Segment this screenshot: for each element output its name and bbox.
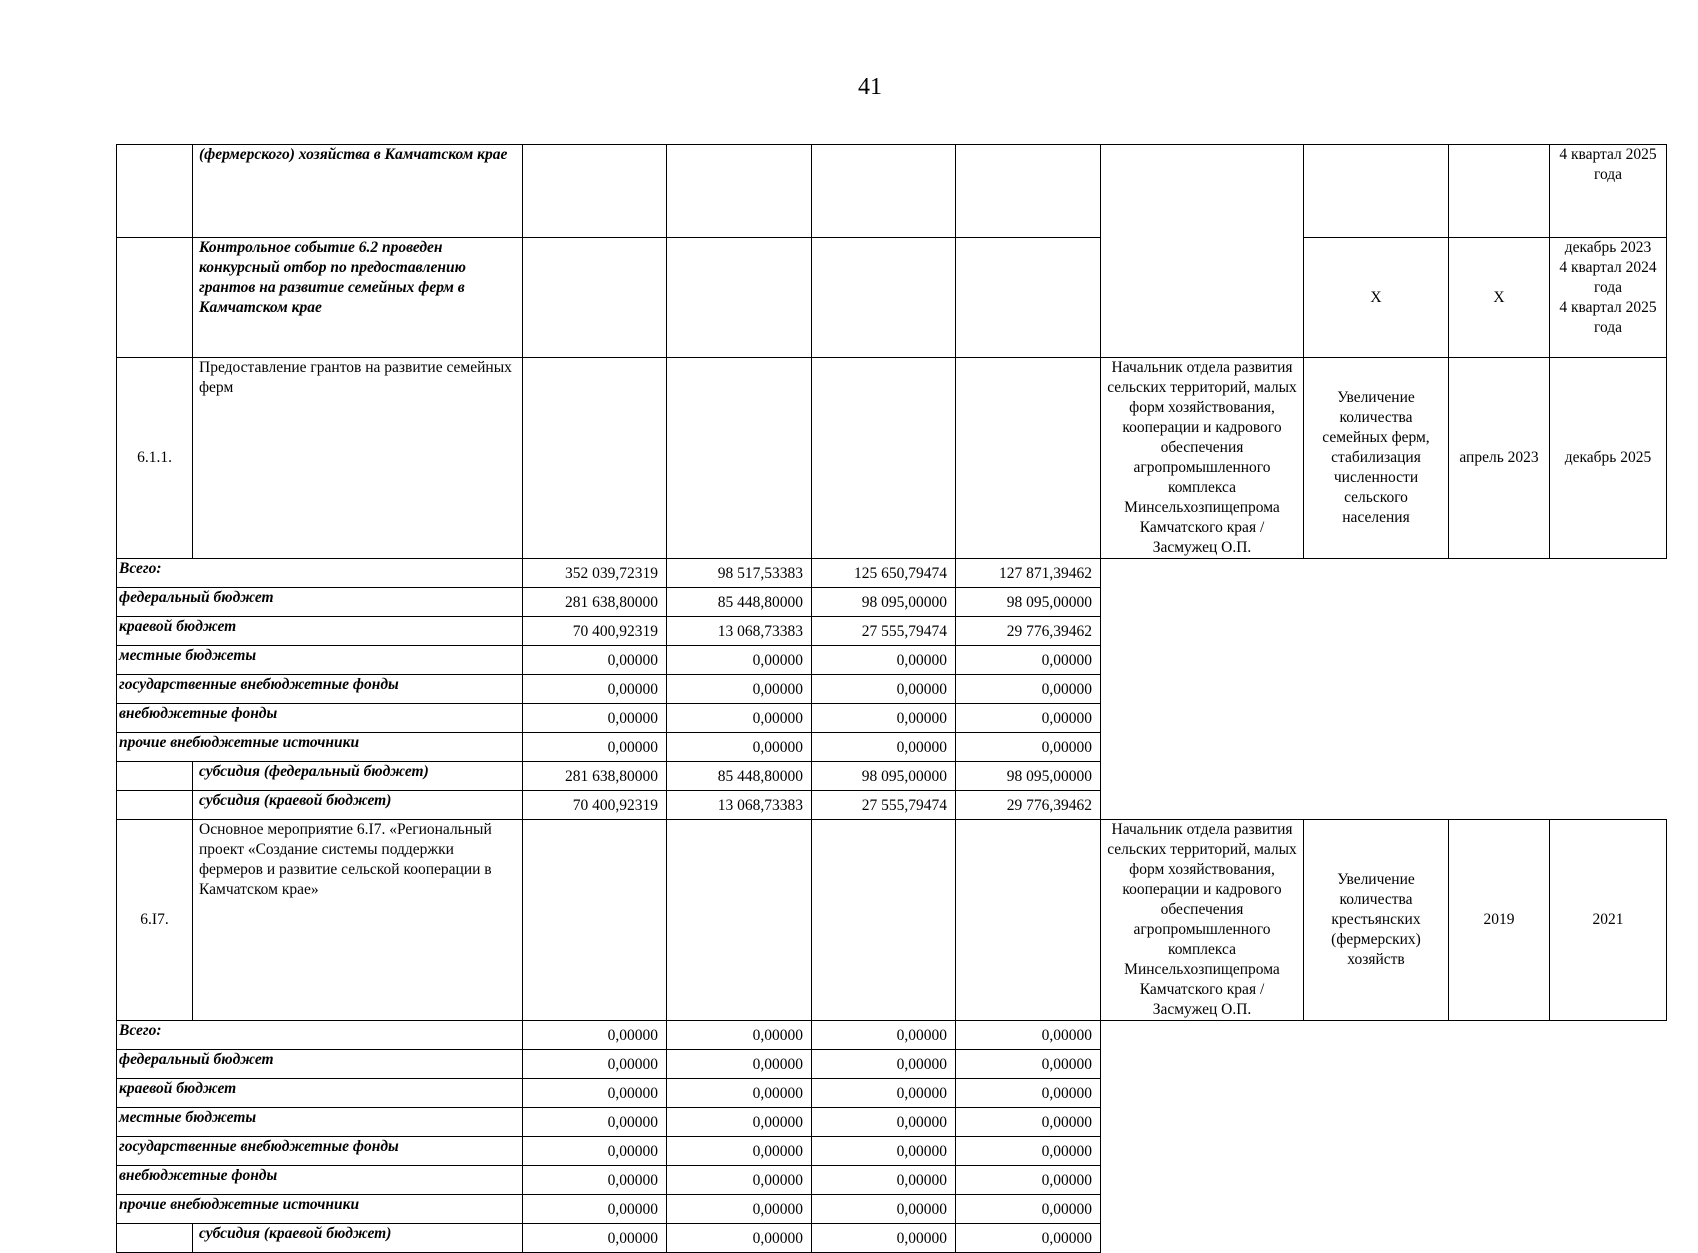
funding-row-label: субсидия (краевой бюджет) <box>193 1224 523 1253</box>
funding-row <box>117 1079 1667 1108</box>
funding-value-v2: 0,00000 <box>667 1079 812 1108</box>
funding-row <box>117 1108 1667 1137</box>
funding-value-v3: 0,00000 <box>812 733 956 762</box>
section-617-responsible: Начальник отдела развития сельских территорий, малых форм хозяйствования, кооперации и кадрового обеспечения агропромышленного комплекса Минсельхозпищепрома Камчатского края / Засмужец О.П. <box>1101 820 1304 1021</box>
funding-row <box>117 704 1667 733</box>
funding-value-v2: 13 068,73383 <box>667 791 812 820</box>
funding-value-v4: 0,00000 <box>956 1108 1101 1137</box>
section-611-start: апрель 2023 <box>1449 358 1550 559</box>
funding-value-v1: 0,00000 <box>523 1166 667 1195</box>
funding-value-v3: 0,00000 <box>812 1195 956 1224</box>
funding-value-v2: 0,00000 <box>667 1050 812 1079</box>
funding-row-label: субсидия (краевой бюджет) <box>193 791 523 820</box>
funding-row <box>117 762 1667 791</box>
funding-value-v3: 0,00000 <box>812 1021 956 1050</box>
funding-value-v1: 0,00000 <box>523 704 667 733</box>
funding-row <box>117 1224 1667 1253</box>
funding-value-v1: 281 638,80000 <box>523 762 667 791</box>
funding-value-v3: 0,00000 <box>812 1137 956 1166</box>
funding-value-v1: 0,00000 <box>523 1050 667 1079</box>
funding-value-v3: 0,00000 <box>812 1224 956 1253</box>
funding-row <box>117 646 1667 675</box>
funding-row-label: Всего: <box>117 1021 523 1050</box>
funding-value-v3: 27 555,79474 <box>812 791 956 820</box>
funding-row <box>117 1021 1667 1050</box>
funding-value-v3: 0,00000 <box>812 675 956 704</box>
funding-value-v1: 0,00000 <box>523 1195 667 1224</box>
funding-value-v4: 0,00000 <box>956 1021 1101 1050</box>
section-611-responsible: Начальник отдела развития сельских территорий, малых форм хозяйствования, кооперации и кадрового обеспечения агропромышленного комплекса Минсельхозпищепрома Камчатского края / Засмужец О.П. <box>1101 358 1304 559</box>
funding-row <box>117 1050 1667 1079</box>
funding-row-label: местные бюджеты <box>117 646 523 675</box>
funding-row-label: Всего: <box>117 559 523 588</box>
funding-value-v2: 0,00000 <box>667 1195 812 1224</box>
funding-value-v4: 98 095,00000 <box>956 762 1101 791</box>
funding-value-v3: 0,00000 <box>812 646 956 675</box>
funding-value-v3: 0,00000 <box>812 1108 956 1137</box>
funding-value-v2: 0,00000 <box>667 1166 812 1195</box>
section-617-number: 6.I7. <box>117 820 193 1021</box>
funding-value-v3: 0,00000 <box>812 704 956 733</box>
section-611-header <box>117 358 1667 559</box>
continuation-row <box>117 145 1667 238</box>
funding-value-v4: 0,00000 <box>956 646 1101 675</box>
funding-value-v1: 0,00000 <box>523 733 667 762</box>
funding-value-v2: 0,00000 <box>667 1224 812 1253</box>
event-6-2-title: Контрольное событие 6.2 проведен конкурсный отбор по предоставлению грантов на развитие семейных ферм в Камчатском крае <box>193 238 523 358</box>
funding-row-label: прочие внебюджетные источники <box>117 733 523 762</box>
funding-row <box>117 733 1667 762</box>
funding-value-v2: 85 448,80000 <box>667 762 812 791</box>
funding-value-v3: 27 555,79474 <box>812 617 956 646</box>
funding-row <box>117 559 1667 588</box>
funding-value-v4: 0,00000 <box>956 1195 1101 1224</box>
funding-value-v3: 0,00000 <box>812 1050 956 1079</box>
funding-value-v1: 70 400,92319 <box>523 617 667 646</box>
funding-row-label: внебюджетные фонды <box>117 704 523 733</box>
section-617-rows <box>117 1021 1667 1253</box>
funding-value-v3: 0,00000 <box>812 1079 956 1108</box>
cont-title: (фермерского) хозяйства в Камчатском крае <box>193 145 523 238</box>
funding-value-v2: 13 068,73383 <box>667 617 812 646</box>
funding-value-v1: 281 638,80000 <box>523 588 667 617</box>
funding-row <box>117 675 1667 704</box>
funding-value-v4: 29 776,39462 <box>956 617 1101 646</box>
funding-row-label: краевой бюджет <box>117 1079 523 1108</box>
funding-value-v3: 98 095,00000 <box>812 588 956 617</box>
funding-value-v4: 29 776,39462 <box>956 791 1101 820</box>
funding-value-v1: 0,00000 <box>523 646 667 675</box>
funding-value-v2: 0,00000 <box>667 704 812 733</box>
funding-value-v2: 0,00000 <box>667 1021 812 1050</box>
funding-row-label: местные бюджеты <box>117 1108 523 1137</box>
funding-value-v2: 0,00000 <box>667 675 812 704</box>
section-617-end: 2021 <box>1550 820 1667 1021</box>
funding-value-v2: 0,00000 <box>667 646 812 675</box>
cont-deadline: 4 квартал 2025 года <box>1550 145 1667 238</box>
funding-value-v3: 125 650,79474 <box>812 559 956 588</box>
funding-row-label: краевой бюджет <box>117 617 523 646</box>
funding-row <box>117 791 1667 820</box>
funding-value-v1: 0,00000 <box>523 675 667 704</box>
funding-value-v4: 0,00000 <box>956 1224 1101 1253</box>
funding-row-label: государственные внебюджетные фонды <box>117 1137 523 1166</box>
funding-value-v1: 0,00000 <box>523 1079 667 1108</box>
funding-row <box>117 1166 1667 1195</box>
section-611-result: Увеличение количества семейных ферм, стабилизация численности сельского населения <box>1304 358 1449 559</box>
funding-value-v2: 0,00000 <box>667 1137 812 1166</box>
funding-row <box>117 1195 1667 1224</box>
funding-row-label: федеральный бюджет <box>117 1050 523 1079</box>
funding-value-v1: 0,00000 <box>523 1021 667 1050</box>
funding-value-v4: 0,00000 <box>956 1137 1101 1166</box>
funding-value-v3: 98 095,00000 <box>812 762 956 791</box>
funding-value-v4: 0,00000 <box>956 704 1101 733</box>
event-6-2-result: X <box>1449 238 1550 358</box>
section-611-end: декабрь 2025 <box>1550 358 1667 559</box>
funding-row-label: прочие внебюджетные источники <box>117 1195 523 1224</box>
section-611-number: 6.1.1. <box>117 358 193 559</box>
section-617-title: Основное мероприятие 6.I7. «Региональный проект «Создание системы поддержки фермеров и развитие сельской кооперации в Камчатском крае» <box>193 820 523 1021</box>
funding-row <box>117 617 1667 646</box>
event-6-2-deadline: декабрь 2023 4 квартал 2024 года 4 квартал 2025 года <box>1550 238 1667 358</box>
funding-value-v4: 127 871,39462 <box>956 559 1101 588</box>
event-6-2-row <box>117 238 1667 358</box>
funding-value-v4: 0,00000 <box>956 1050 1101 1079</box>
event-6-2-start: X <box>1304 238 1449 358</box>
funding-row-label: федеральный бюджет <box>117 588 523 617</box>
funding-row-label: субсидия (федеральный бюджет) <box>193 762 523 791</box>
funding-value-v1: 0,00000 <box>523 1108 667 1137</box>
funding-value-v4: 0,00000 <box>956 1166 1101 1195</box>
section-617-header <box>117 820 1667 1021</box>
funding-value-v3: 0,00000 <box>812 1166 956 1195</box>
section-617-result: Увеличение количества крестьянских (фермерских) хозяйств <box>1304 820 1449 1021</box>
funding-value-v1: 0,00000 <box>523 1137 667 1166</box>
funding-row <box>117 588 1667 617</box>
section-611-title: Предоставление грантов на развитие семейных ферм <box>193 358 523 559</box>
funding-value-v1: 0,00000 <box>523 1224 667 1253</box>
section-617-start: 2019 <box>1449 820 1550 1021</box>
funding-value-v1: 352 039,72319 <box>523 559 667 588</box>
funding-row-label: государственные внебюджетные фонды <box>117 675 523 704</box>
funding-value-v4: 0,00000 <box>956 1079 1101 1108</box>
page-number: 41 <box>858 74 882 100</box>
funding-value-v1: 70 400,92319 <box>523 791 667 820</box>
funding-value-v2: 0,00000 <box>667 733 812 762</box>
funding-value-v2: 0,00000 <box>667 1108 812 1137</box>
program-table <box>116 144 1667 1253</box>
funding-row <box>117 1137 1667 1166</box>
funding-value-v2: 98 517,53383 <box>667 559 812 588</box>
funding-value-v4: 0,00000 <box>956 733 1101 762</box>
funding-row-label: внебюджетные фонды <box>117 1166 523 1195</box>
funding-value-v2: 85 448,80000 <box>667 588 812 617</box>
funding-value-v4: 0,00000 <box>956 675 1101 704</box>
funding-value-v4: 98 095,00000 <box>956 588 1101 617</box>
section-611-rows <box>117 559 1667 820</box>
